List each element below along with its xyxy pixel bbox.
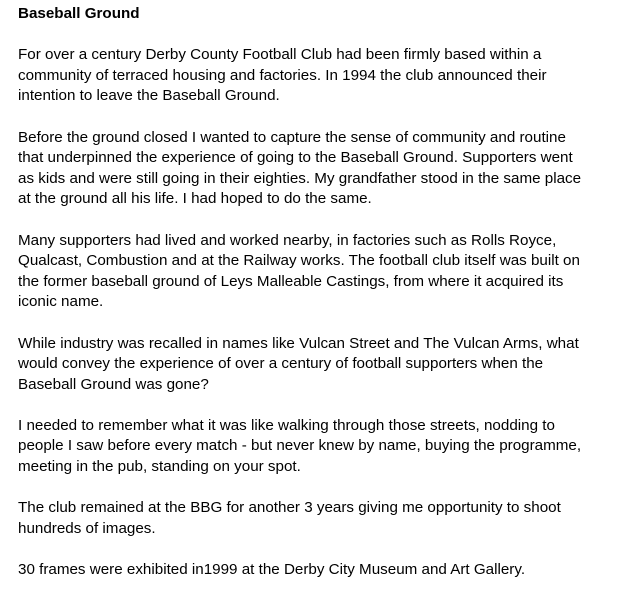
text-line: For over a century Derby County Football Club had been firmly based within a [18,46,542,64]
text-line: meeting in the pub, standing on your spot. [18,458,301,476]
text-line: 30 frames were exhibited in1999 at the Derby City Museum and Art Gallery. [18,561,526,579]
text-line: the former baseball ground of Leys Malleable Castings, from where it acquired its [18,272,564,290]
paragraph-motivation [18,128,628,210]
paragraph-shooting [18,498,628,539]
text-line: Baseball Ground was gone? [18,375,209,393]
text-line: Many supporters had lived and worked nearby, in factories such as Rolls Royce, [18,231,557,249]
paragraph-exhibition [18,560,628,581]
paragraph-remembering [18,416,628,478]
text-line: iconic name. [18,293,104,311]
paragraph-industry [18,334,628,396]
text-line: intention to leave the Baseball Ground. [18,87,280,105]
paragraph-supporters [18,231,628,313]
text-line: community of terraced housing and factories. In 1994 the club announced their [18,66,547,84]
text-line: The club remained at the BBG for another 3 years giving me opportunity to shoot [18,499,561,517]
paragraph-club-history [18,45,628,107]
text-line: Qualcast, Combustion and at the Railway works. The football club itself was built on [18,252,580,270]
text-line: people I saw before every match - but never knew by name, buying the programme, [18,437,582,455]
text-line: Before the ground closed I wanted to capture the sense of community and routine [18,128,566,146]
text-line: While industry was recalled in names like Vulcan Street and The Vulcan Arms, what [18,334,579,352]
text-line: I needed to remember what it was like walking through those streets, nodding to [18,416,555,434]
text-line: at the ground all his life. I had hoped to do the same. [18,190,372,208]
text-line: as kids and were still going in their eighties. My grandfather stood in the same place [18,169,582,187]
text-line: hundreds of images. [18,519,156,537]
text-line: that underpinned the experience of going to the Baseball Ground. Supporters went [18,149,573,167]
document-body [18,4,628,601]
document-title: Baseball Ground [18,5,140,22]
text-line: would convey the experience of over a century of football supporters when the [18,355,544,373]
